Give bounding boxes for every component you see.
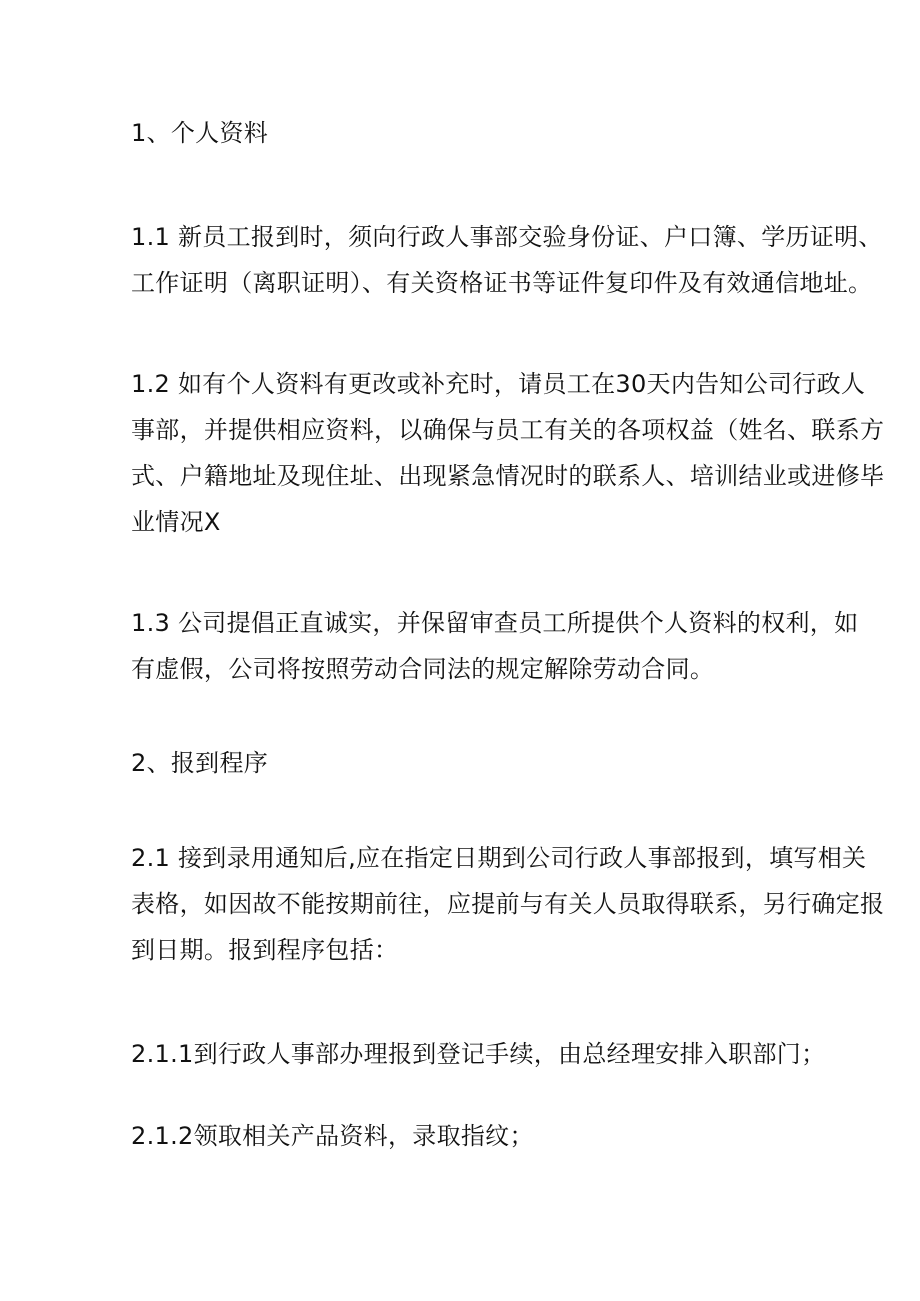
heading-text: 1、个人资料	[131, 119, 269, 147]
paragraph-1-1	[131, 214, 883, 306]
paragraph-line: 1.1 新员工报到时，须向行政人事部交验身份证、户口簿、学历证明、	[131, 223, 883, 251]
paragraph-line: 事部，并提供相应资料，以确保与员工有关的各项权益（姓名、联系方	[131, 416, 885, 444]
section-heading-onboarding-procedure	[131, 740, 801, 786]
paragraph-line: 式、户籍地址及现住址、出现紧急情况时的联系人、培训结业或进修毕	[131, 462, 885, 490]
paragraph-line: 有虚假，公司将按照劳动合同法的规定解除劳动合同。	[131, 655, 715, 683]
paragraph-1-2	[131, 361, 885, 545]
paragraph-line: 1.3 公司提倡正直诚实，并保留审查员工所提供个人资料的权利，如	[131, 609, 859, 637]
paragraph-2-1-2	[131, 1113, 801, 1159]
paragraph-line: 工作证明（离职证明）、有关资格证书等证件复印件及有效通信地址。	[131, 269, 873, 297]
paragraph-2-1	[131, 835, 885, 973]
paragraph-2-1-1	[131, 1031, 826, 1077]
paragraph-line: 到日期。报到程序包括：	[131, 936, 399, 964]
section-heading-personal-info	[131, 110, 801, 156]
paragraph-line: 2.1 接到录用通知后,应在指定日期到公司行政人事部报到，填写相关	[131, 844, 867, 872]
paragraph-line: 业情况X	[131, 508, 221, 536]
heading-text: 2、报到程序	[131, 749, 269, 777]
paragraph-1-3	[131, 600, 859, 692]
paragraph-line: 表格，如因故不能按期前往，应提前与有关人员取得联系，另行确定报	[131, 890, 885, 918]
paragraph-line: 2.1.2领取相关产品资料，录取指纹；	[131, 1122, 534, 1150]
paragraph-line: 1.2 如有个人资料有更改或补充时，请员工在30天内告知公司行政人	[131, 370, 866, 398]
paragraph-line: 2.1.1到行政人事部办理报到登记手续，由总经理安排入职部门；	[131, 1040, 826, 1068]
